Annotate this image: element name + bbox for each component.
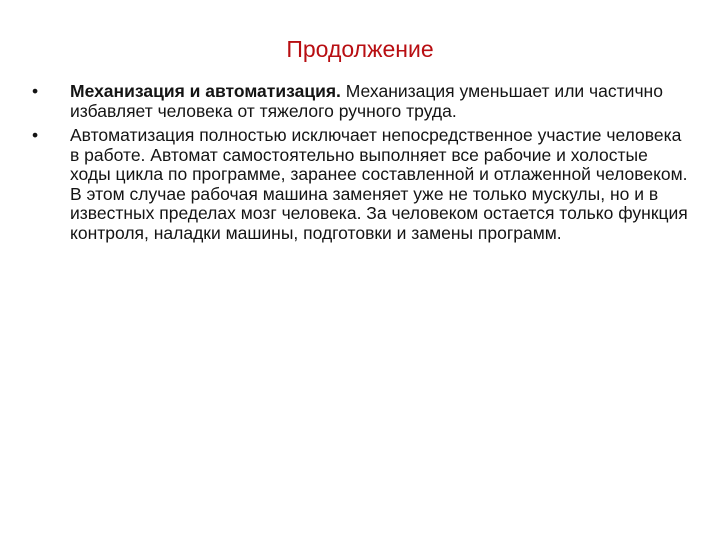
- bullet-list: [30, 82, 690, 248]
- bullet-icon: •: [32, 125, 39, 145]
- bullet-item-mechanization: [30, 82, 690, 121]
- bullet-text: Автоматизация полностью исключает непосредственное участие человека в работе. Автомат самостоятельно выполняет все рабочие и холостые ходы цикла по программе, заранее составленной и отлаженной человеком. В этом случае рабочая машина заменяет уже не только мускулы, но и в известных пределах мозг человека. За человеком остается только функция контроля, наладки машины, подготовки и замены программ.: [70, 125, 688, 243]
- slide-title: Продолжение: [286, 36, 434, 62]
- bullet-item-automation: [30, 126, 690, 243]
- bullet-text: Механизация уменьшает или частично избавляет человека от тяжелого ручного труда.: [70, 81, 663, 121]
- bullet-icon: •: [32, 81, 39, 101]
- bullet-heading: Механизация и автоматизация.: [70, 81, 341, 101]
